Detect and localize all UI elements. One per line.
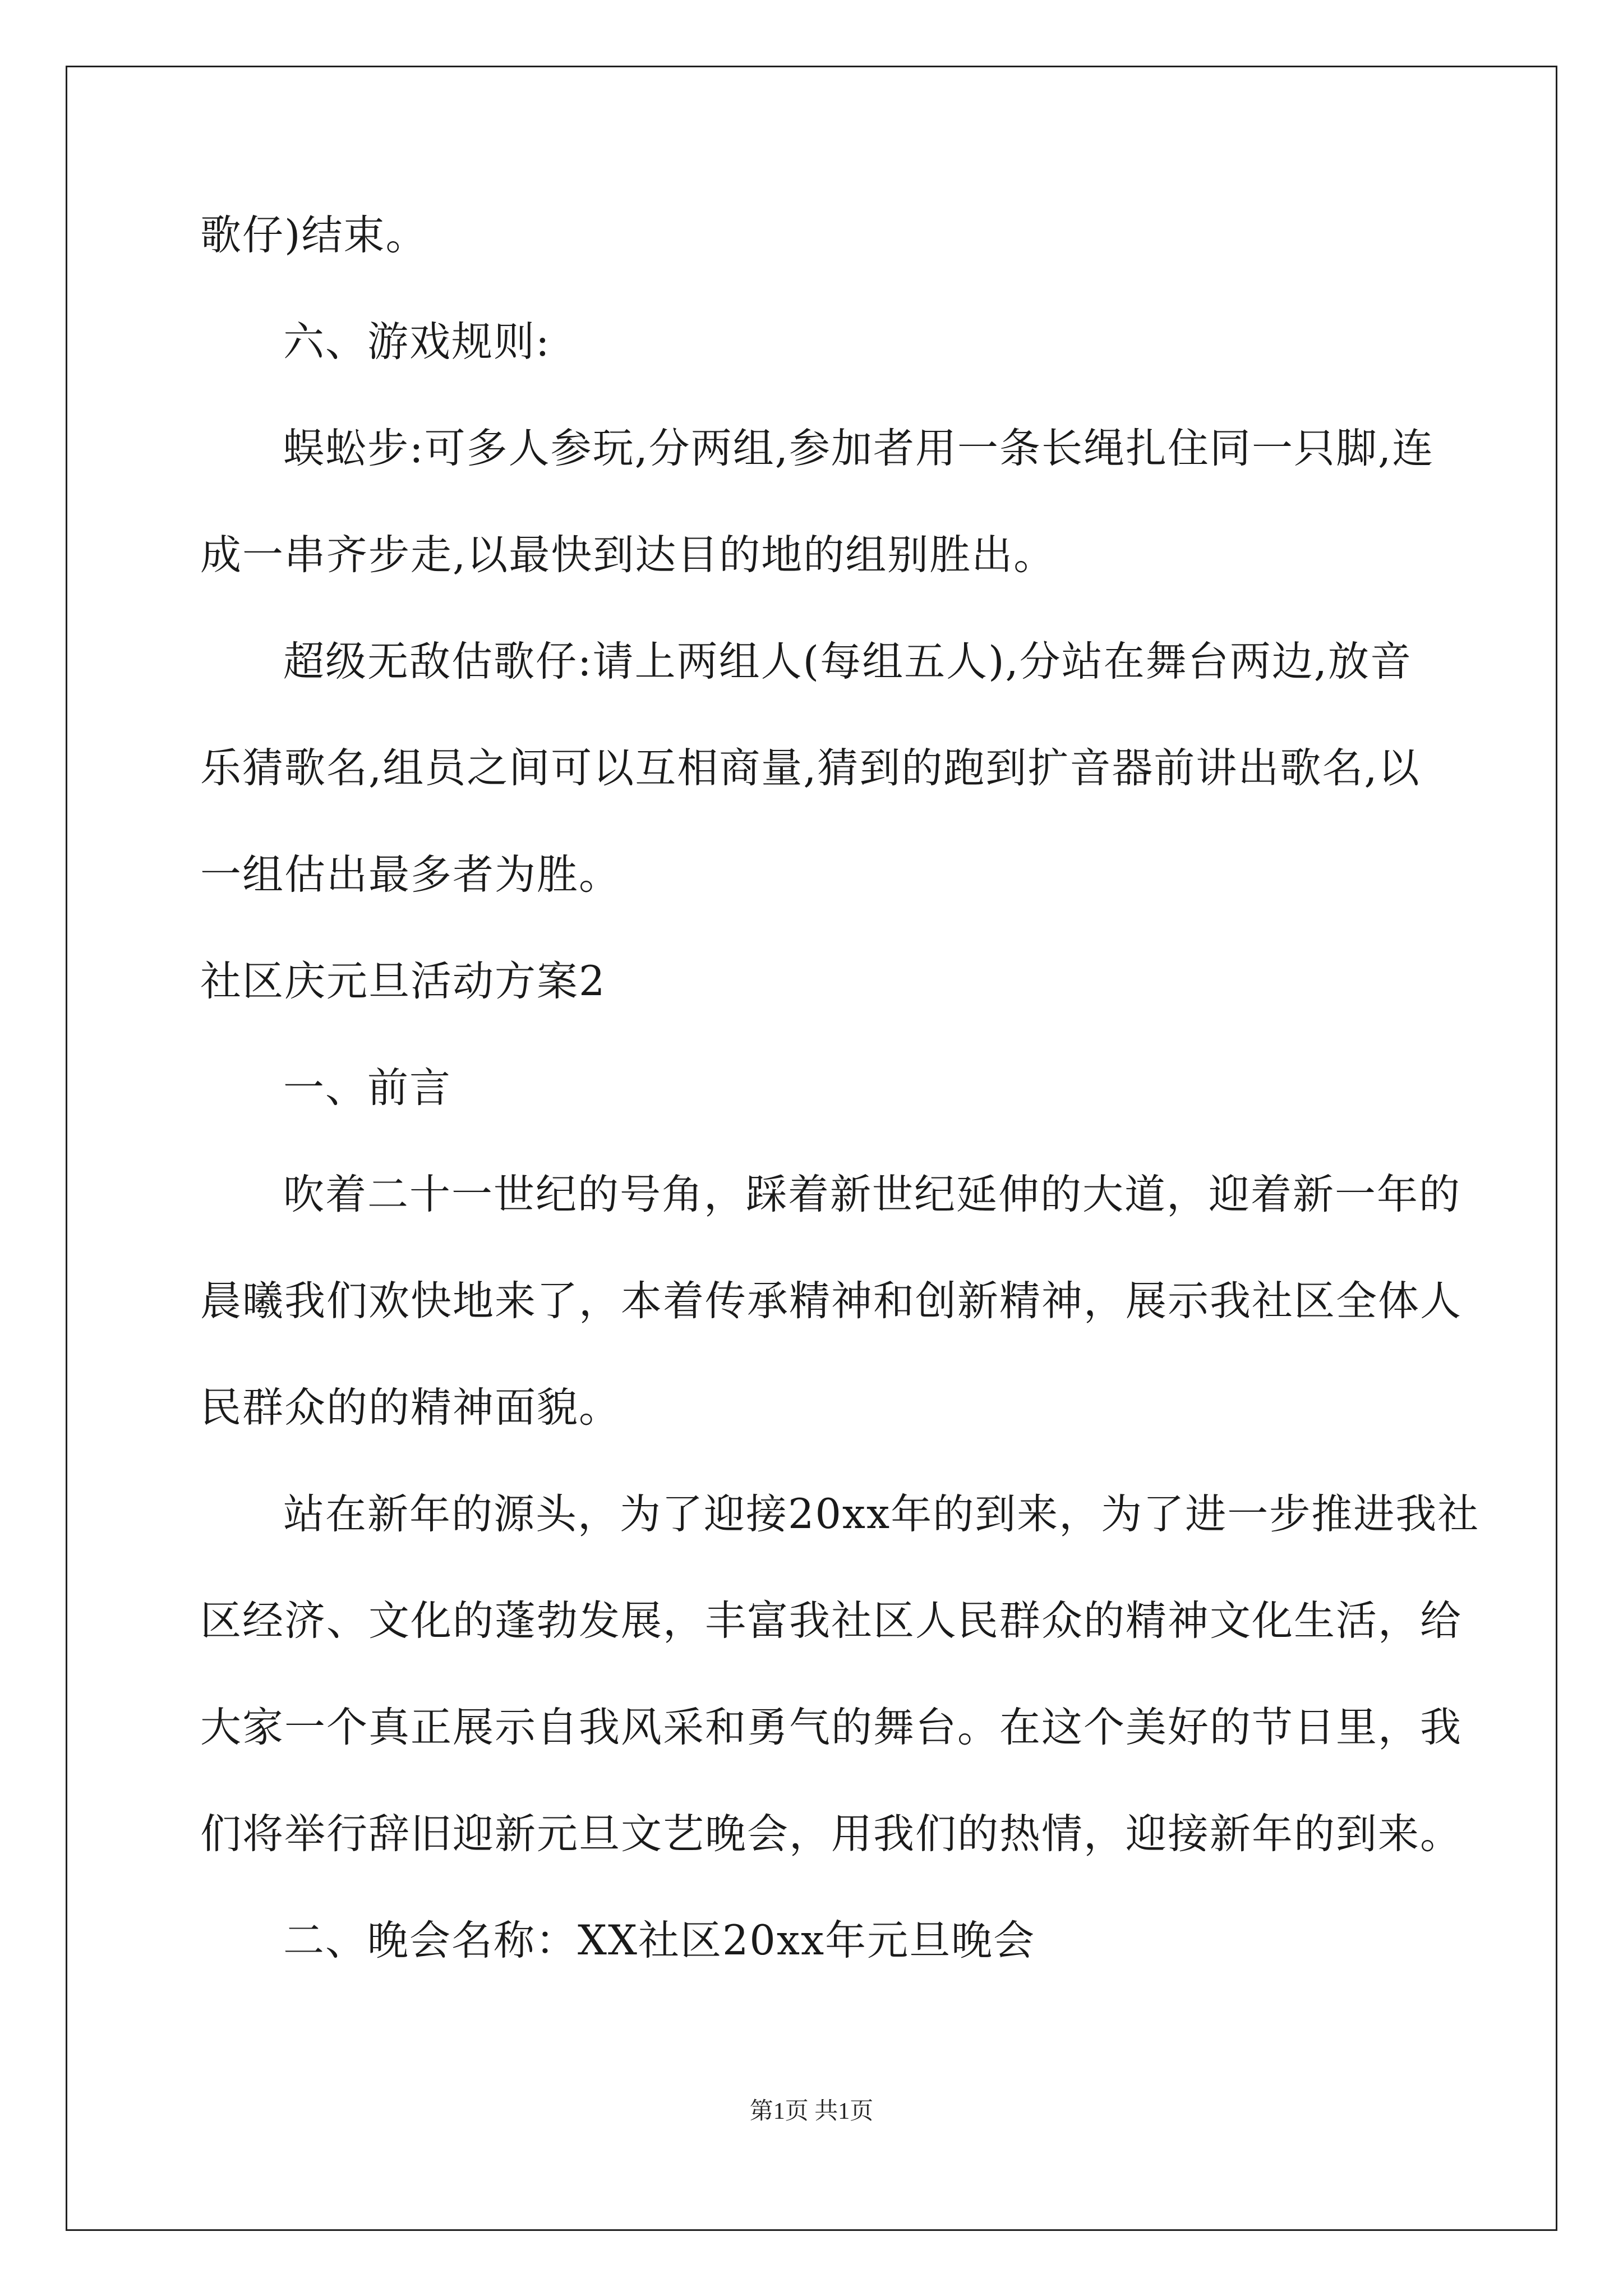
paragraph-line: 晨曦我们欢快地来了，本着传承精神和创新精神，展示我社区全体人 [200, 1277, 1462, 1325]
paragraph-line: 吹着二十一世纪的号角，踩着新世纪延伸的大道，迎着新一年的 [283, 1171, 1461, 1218]
section-heading: 一、前言 [283, 1064, 451, 1112]
paragraph-line: 成一串齐步走,以最快到达目的地的组别胜出。 [200, 531, 1056, 579]
paragraph-line: 一组估出最多者为胜。 [200, 851, 621, 899]
document-title: 社区庆元旦活动方案2 [200, 958, 606, 1005]
paragraph-line: 歌仔)结束。 [200, 211, 428, 259]
paragraph-line: 站在新年的源头，为了迎接20xx年的到来，为了进一步推进我社 [283, 1490, 1480, 1538]
section-heading: 二、晚会名称：XX社区20xx年元旦晚会 [283, 1917, 1036, 1964]
paragraph-line: 超级无敌估歌仔:请上两组人(每组五人),分站在舞台两边,放音 [283, 638, 1412, 685]
paragraph-line: 大家一个真正展示自我风采和勇气的舞台。在这个美好的节日里，我 [200, 1704, 1462, 1751]
paragraph-line: 们将举行辞旧迎新元旦文艺晚会，用我们的热情，迎接新年的到来。 [200, 1810, 1462, 1858]
section-heading: 六、游戏规则: [283, 318, 551, 366]
paragraph-line: 民群众的的精神面貌。 [200, 1384, 621, 1432]
paragraph-line: 区经济、文化的蓬勃发展，丰富我社区人民群众的精神文化生活，给 [200, 1597, 1462, 1645]
paragraph-line: 蜈蚣步:可多人参玩,分两组,参加者用一条长绳扎住同一只脚,连 [283, 425, 1435, 472]
page-border [66, 66, 1557, 2231]
paragraph-line: 乐猜歌名,组员之间可以互相商量,猜到的跑到扩音器前讲出歌名,以 [200, 744, 1421, 792]
page-number-footer: 第1页 共1页 [749, 2099, 874, 2124]
